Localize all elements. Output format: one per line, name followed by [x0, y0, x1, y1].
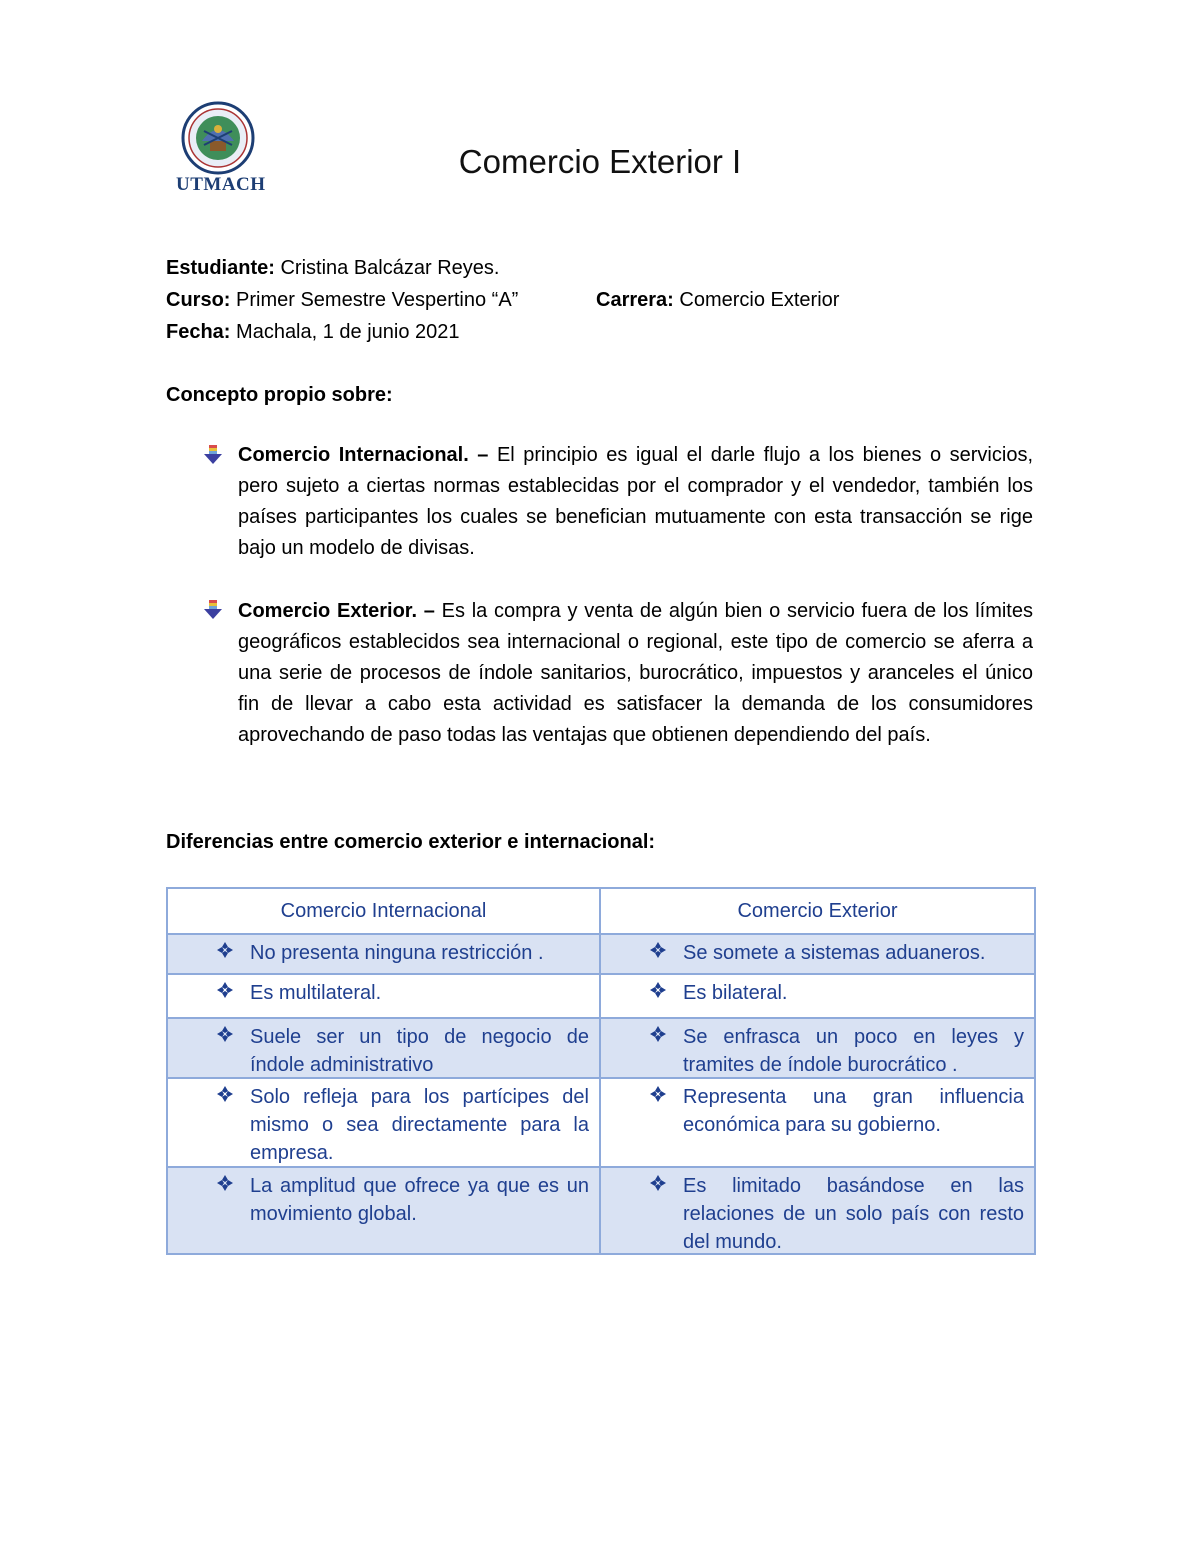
differences-table	[166, 887, 1036, 1255]
cell-text: Suele ser un tipo de negocio de índole administrativo	[250, 1026, 589, 1076]
arrow-bullet-icon	[202, 444, 224, 466]
cell-text: Es bilateral.	[683, 982, 788, 1004]
table-row	[167, 1018, 1035, 1078]
cell-text: Es limitado basándose en las relaciones de un solo país con resto del mundo.	[683, 1175, 1024, 1253]
student-label: Estudiante:	[166, 257, 275, 279]
concept-term: Comercio Exterior. –	[238, 600, 435, 622]
table-row	[167, 974, 1035, 1018]
diamond-bullet-icon	[216, 941, 234, 959]
date-value: Machala, 1 de junio 2021	[236, 321, 460, 343]
concepts-heading: Concepto propio sobre:	[166, 384, 393, 406]
table-cell	[167, 1078, 600, 1167]
diamond-bullet-icon	[649, 1174, 667, 1192]
cell-text: No presenta ninguna restricción .	[250, 942, 544, 964]
table-cell	[600, 974, 1035, 1018]
table-cell	[167, 1167, 600, 1254]
career-value: Comercio Exterior	[679, 289, 840, 311]
table-header-row	[167, 888, 1035, 934]
table-cell	[167, 934, 600, 974]
cell-text: Representa una gran influencia económica para su gobierno.	[683, 1086, 1024, 1136]
date-label: Fecha:	[166, 321, 231, 343]
course-value: Primer Semestre Vespertino “A”	[236, 289, 519, 311]
concept-exterior	[238, 596, 1033, 751]
table-cell	[167, 1018, 600, 1078]
logo-wordmark: UTMACH	[176, 174, 266, 195]
concept-international	[238, 440, 1033, 564]
diamond-bullet-icon	[649, 1085, 667, 1103]
table-cell	[167, 974, 600, 1018]
cell-text: Solo refleja para los partícipes del mismo o sea directamente para la empresa.	[250, 1086, 589, 1164]
course-line	[166, 289, 518, 312]
cell-text: Se somete a sistemas aduaneros.	[683, 942, 986, 964]
table-row	[167, 1167, 1035, 1254]
university-logo	[176, 101, 266, 196]
concept-text: Es la compra y venta de algún bien o servicio fuera de los límites geográficos establecidos sea internacional o regional, este tipo de comercio se aferra a una serie de procesos de índole sanitarios, burocrático, impuestos y aranceles el único fin de llevar a cabo esta actividad es satisfacer la demanda de los consumidores aprovechando de paso todas las ventajas que obtienen dependiendo del país.	[238, 600, 1033, 746]
university-seal-icon	[180, 101, 256, 175]
table-row	[167, 934, 1035, 974]
course-label: Curso:	[166, 289, 231, 311]
arrow-bullet-icon	[202, 599, 224, 621]
diamond-bullet-icon	[216, 1085, 234, 1103]
page-title: Comercio Exterior I	[458, 143, 742, 180]
table-cell	[600, 1018, 1035, 1078]
cell-text: La amplitud que ofrece ya que es un movimiento global.	[250, 1175, 589, 1225]
student-value: Cristina Balcázar Reyes.	[280, 257, 500, 279]
career-label: Carrera:	[596, 289, 674, 311]
concept-text: El principio es igual el darle flujo a los bienes o servicios, pero sujeto a ciertas normas establecidas por el comprador y el vendedor, también los países participantes los cuales se benefician mutuamente con esta transacción se rige bajo un modelo de divisas.	[238, 444, 1034, 559]
differences-heading: Diferencias entre comercio exterior e internacional:	[166, 831, 656, 853]
diamond-bullet-icon	[649, 941, 667, 959]
diamond-bullet-icon	[649, 1025, 667, 1043]
date-line	[166, 321, 460, 344]
table-cell	[600, 934, 1035, 974]
concept-term: Comercio Internacional. –	[238, 444, 489, 466]
table-cell	[600, 1078, 1035, 1167]
table-cell	[600, 1167, 1035, 1254]
cell-text: Se enfrasca un poco en leyes y tramites de índole burocrático .	[683, 1026, 1024, 1076]
cell-text: Es multilateral.	[250, 982, 382, 1004]
column-header: Comercio Internacional	[167, 888, 600, 934]
career-line	[596, 289, 839, 312]
diamond-bullet-icon	[216, 1174, 234, 1192]
diamond-bullet-icon	[216, 981, 234, 999]
column-header: Comercio Exterior	[600, 888, 1035, 934]
diamond-bullet-icon	[649, 981, 667, 999]
table-row	[167, 1078, 1035, 1167]
diamond-bullet-icon	[216, 1025, 234, 1043]
student-line	[166, 257, 499, 280]
